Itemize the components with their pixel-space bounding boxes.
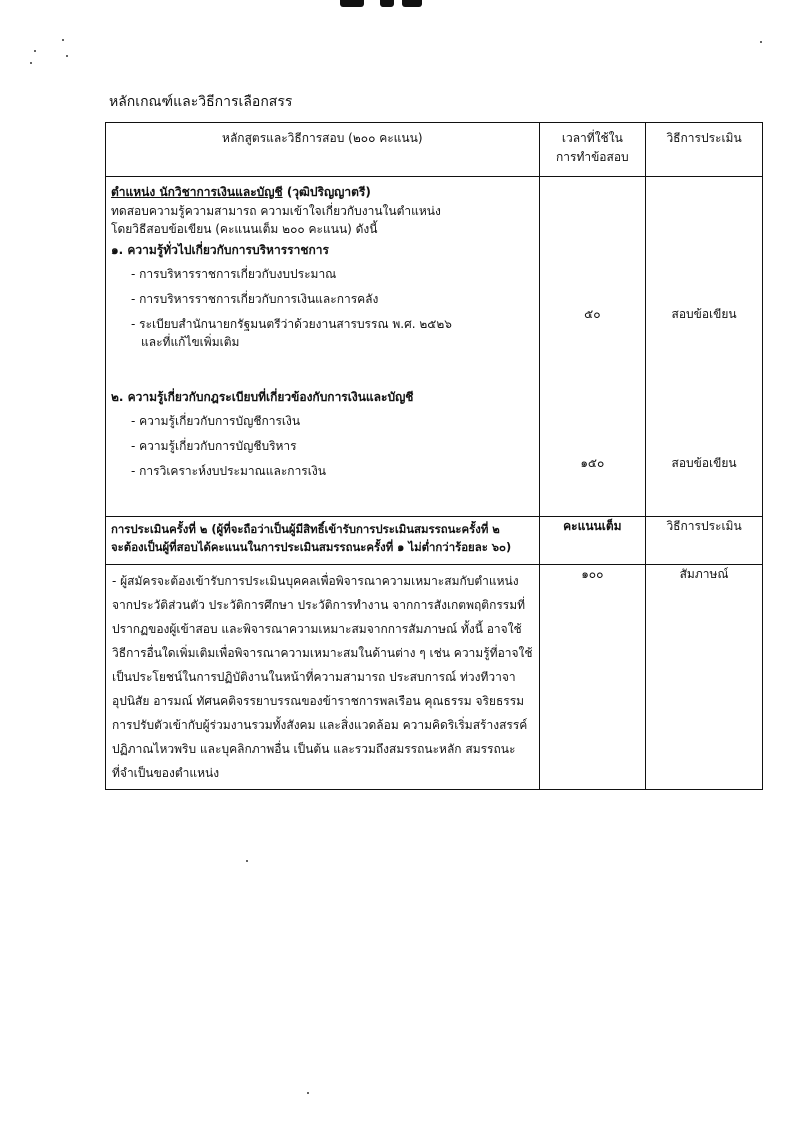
assessment-title-line1: การประเมินครั้งที่ ๒ (ผู้ที่จะถือว่าเป็นผู้มีสิทธิ์เข้ารับการประเมินสมรรถนะครั้งที่ ๒ [111,522,500,536]
table-row-written-exam [106,177,763,517]
assessment-title-line2: จะต้องเป็นผู้ที่สอบได้คะแนนในการประเมินสมรรถนะครั้งที่ ๑ ไม่ต่ำกว่าร้อยละ ๖๐) [111,539,512,554]
interview-line-7: การปรับตัวเข้ากับผู้ร่วมงานรวมทั้งสังคม และสิ่งแวดล้อม ความคิดริเริ่มสร้างสรรค์ [112,718,528,733]
topic1-item-3: - ระเบียบสำนักนายกรัฐมนตรีว่าด้วยงานสารบรรณ พ.ศ. ๒๕๒๖ [131,316,452,331]
topic1-title: ๑. ความรู้ทั่วไปเกี่ยวกับการบริหารราชการ [111,242,329,257]
topic2-method: สอบข้อเขียน [671,455,737,470]
position-qualification: (วุฒิปริญญาตรี) [282,185,371,199]
interview-method: สัมภาษณ์ [679,567,729,582]
full-score-header [539,517,646,565]
topic2-item-3: - การวิเคราะห์งบประมาณและการเงิน [131,463,326,478]
topic1-time: ๕๐ [584,307,601,321]
interview-line-5: เป็นประโยชน์ในการปฏิบัติงานในหน้าที่ความสามารถ ประสบการณ์ ท่วงทีวาจา [112,670,516,685]
interview-line-2: จากประวัติส่วนตัว ประวัติการศึกษา ประวัติการทำงาน จากการสังเกตพฤติกรรมที่ [112,598,526,613]
interview-method-cell [646,565,763,790]
scan-speck [66,55,68,57]
interview-line-4: วิธีการอื่นใดเพิ่มเติมเพื่อพิจารณาความเหมาะสมในด้านต่าง ๆ เช่น ความรู้ที่อาจใช้ [112,646,533,661]
assessment-title [106,517,540,565]
table-row-interview [106,565,763,790]
scan-speck [34,50,36,52]
selection-criteria-table [105,122,763,790]
intro-line-1: ทดสอบความรู้ความสามารถ ความเข้าใจเกี่ยวกับงานในตำแหน่ง [111,203,441,218]
topic1-item-2: - การบริหารราชการเกี่ยวกับการเงินและการคลัง [131,291,379,306]
header-exam-time-line1: เวลาที่ใช้ใน [561,131,623,145]
intro-line-2: โดยวิธีสอบข้อเขียน (คะแนนเต็ม ๒๐๐ คะแนน) ดังนี้ [111,222,378,237]
header-method-label: วิธีการประเมิน [666,131,742,145]
table-row-assessment-header [106,517,763,565]
table-header-row [106,123,763,177]
topic1-method: สอบข้อเขียน [671,307,737,321]
topic2-title: ๒. ความรู้เกี่ยวกับกฎระเบียบที่เกี่ยวข้องกับการเงินและบัญชี [111,389,414,404]
header-curriculum-label: หลักสูตรและวิธีการสอบ (๒๐๐ คะแนน) [222,131,423,145]
interview-line-6: อุปนิสัย อารมณ์ ทัศนคติจรรยาบรรณของข้าราชการพลเรือน คุณธรรม จริยธรรม [112,694,525,709]
topic2-item-1: - ความรู้เกี่ยวกับการบัญชีการเงิน [131,414,301,429]
interview-line-8: ปฏิภาณไหวพริบ และบุคลิกภาพอื่น เป็นต้น และรวมถึงสมรรถนะหลัก สมรรถนะ [112,742,516,757]
scan-speck [760,41,762,43]
topic1-item-1: - การบริหารราชการเกี่ยวกับงบประมาณ [131,267,337,282]
header-curriculum [106,123,540,177]
scan-speck [246,860,248,862]
scan-speck [62,39,64,41]
interview-line-1: - ผู้สมัครจะต้องเข้ารับการประเมินบุคคลเพื่อพิจารณาความเหมาะสมกับตำแหน่ง [112,574,519,589]
scan-speck [30,62,32,64]
header-exam-time-line2: การทำข้อสอบ [556,149,629,164]
topic2-time: ๑๕๐ [580,455,605,470]
interview-score-cell [539,565,646,790]
interview-score: ๑๐๐ [581,567,604,582]
interview-line-3: ปรากฏของผู้เข้าสอบ และพิจารณาความเหมาะสมจากการสัมภาษณ์ ทั้งนี้ อาจใช้ [112,622,522,637]
header-method [646,123,763,177]
full-score-label: คะแนนเต็ม [563,519,622,533]
assessment-method-label: วิธีการประเมิน [666,519,742,533]
header-exam-time [539,123,646,177]
scan-artifact-top [340,0,460,8]
topic2-item-2: - ความรู้เกี่ยวกับการบัญชีบริหาร [131,438,297,453]
interview-line-9: ที่จำเป็นของตำแหน่ง [112,766,220,781]
written-exam-content [106,177,540,517]
written-exam-methods [646,177,763,517]
assessment-method-header [646,517,763,565]
position-label: ตำแหน่ง นักวิชาการเงินและบัญชี [111,185,283,199]
written-exam-times [539,177,646,517]
interview-description [106,565,540,790]
topic1-item-3-continued: และที่แก้ไขเพิ่มเติม [141,335,240,350]
page-title: หลักเกณฑ์และวิธีการเลือกสรร [109,94,293,110]
section-spacer [111,352,533,388]
scan-speck [307,1092,309,1094]
